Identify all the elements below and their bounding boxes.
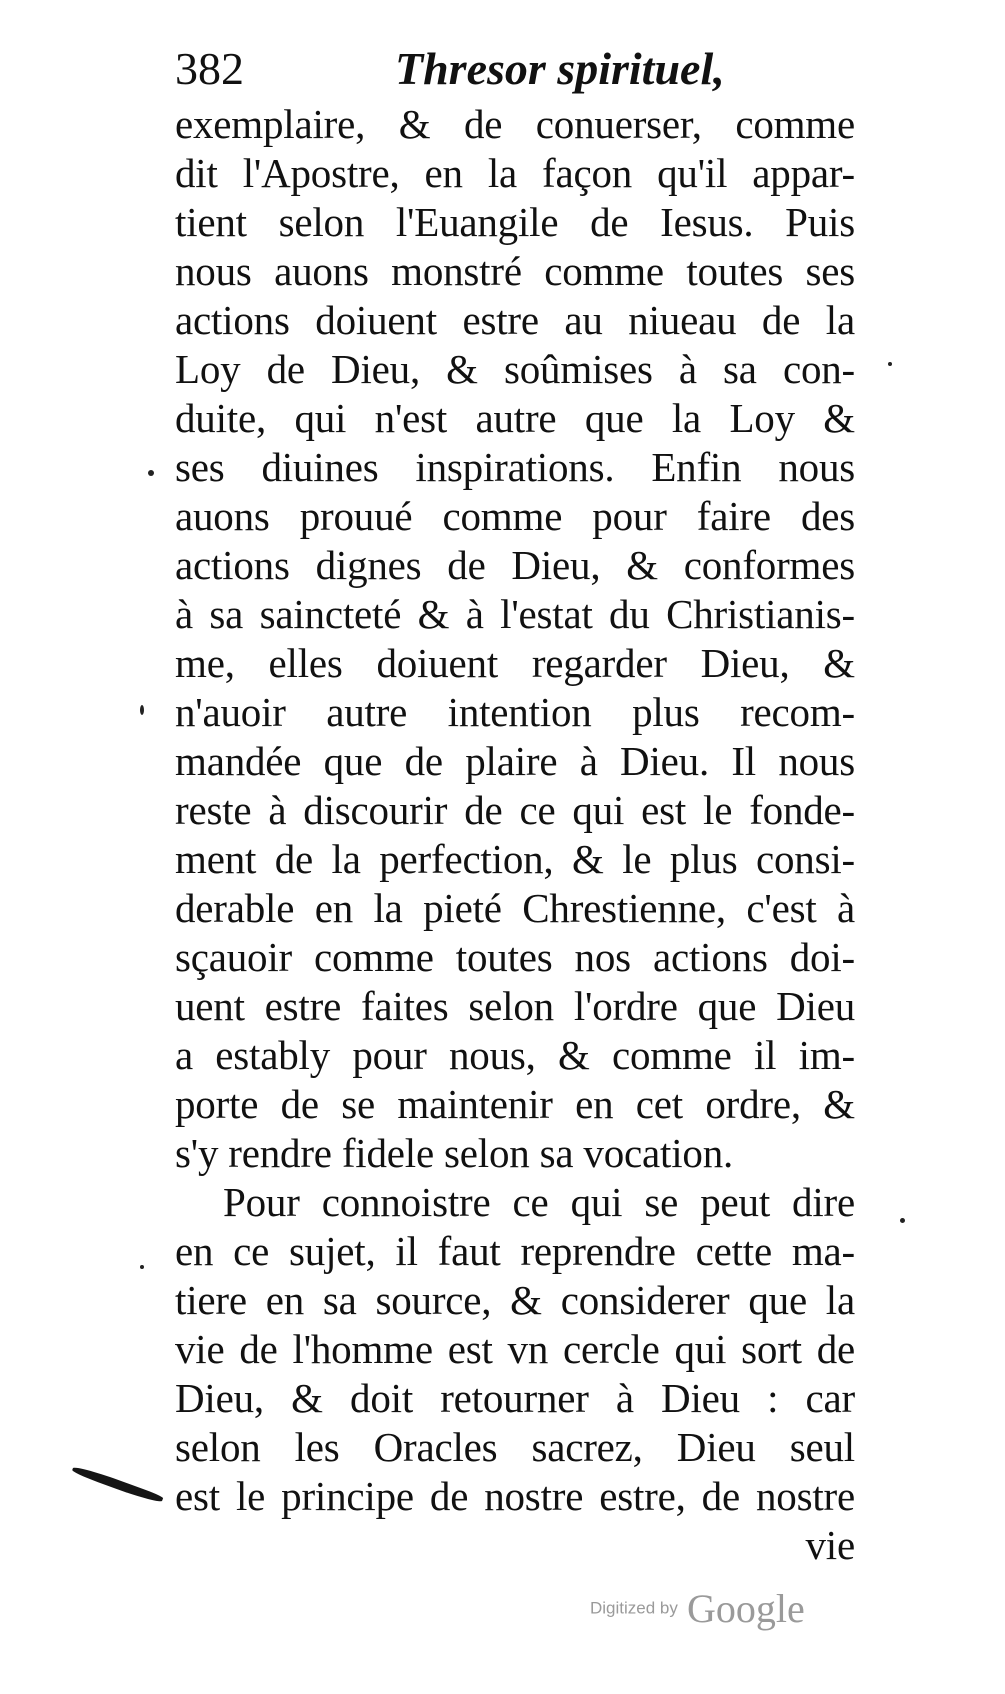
text-line: reste à discourir de ce qui est le fonde-: [175, 787, 855, 833]
text-line: en ce sujet, il faut reprendre cette ma-: [175, 1228, 855, 1274]
scan-speck: [140, 705, 144, 715]
text-line: Dieu, & doit retourner à Dieu : car: [175, 1375, 855, 1421]
page-header: [175, 42, 855, 96]
text-line: tiere en sa source, & considerer que la: [175, 1277, 855, 1323]
text-line: duite, qui n'est autre que la Loy &: [175, 395, 855, 441]
scan-speck: [140, 1265, 144, 1269]
paragraph-start-line: Pour connoistre ce qui se peut dire: [223, 1179, 855, 1225]
scan-speck: [888, 362, 892, 366]
text-line: a estably pour nous, & comme il im-: [175, 1032, 855, 1078]
catchword: vie: [805, 1522, 855, 1568]
text-line: exemplaire, & de conuerser, comme: [175, 101, 855, 147]
text-line: actions doiuent estre au niueau de la: [175, 297, 855, 343]
page-number: 382: [175, 43, 244, 94]
body-text: [175, 100, 855, 1570]
text-line: selon les Oracles sacrez, Dieu seul: [175, 1424, 855, 1470]
google-logo: Google: [686, 1586, 805, 1631]
text-line: auons prouué comme pour faire des: [175, 493, 855, 539]
text-line: à sa saincteté & à l'estat du Christianis-: [175, 591, 855, 637]
text-line: actions dignes de Dieu, & conformes: [175, 542, 855, 588]
text-line: ses diuines inspirations. Enfin nous: [175, 444, 855, 490]
text-line: dit l'Apostre, en la façon qu'il appar-: [175, 150, 855, 196]
text-line: est le principe de nostre estre, de nostre: [175, 1473, 855, 1519]
google-watermark: [590, 1585, 805, 1632]
text-line: porte de se maintenir en cet ordre, &: [175, 1081, 855, 1127]
text-line: tient selon l'Euangile de Iesus. Puis: [175, 199, 855, 245]
text-line: derable en la pieté Chrestienne, c'est à: [175, 885, 855, 931]
scan-speck: [148, 470, 154, 476]
digitized-label: Digitized by: [590, 1598, 678, 1618]
text-line: n'auoir autre intention plus recom-: [175, 689, 855, 735]
text-line: sçauoir comme toutes nos actions doi-: [175, 934, 855, 980]
running-title: Thresor spirituel,: [395, 43, 725, 94]
text-line: vie de l'homme est vn cercle qui sort de: [175, 1326, 855, 1372]
text-line: me, elles doiuent regarder Dieu, &: [175, 640, 855, 686]
text-line: Loy de Dieu, & soûmises à sa con-: [175, 346, 855, 392]
ink-smudge: [71, 1464, 163, 1505]
text-line: s'y rendre fidele selon sa vocation.: [175, 1130, 734, 1176]
text-line: nous auons monstré comme toutes ses: [175, 248, 855, 294]
scan-speck: [900, 1218, 905, 1223]
text-line: ment de la perfection, & le plus consi-: [175, 836, 855, 882]
text-line: uent estre faites selon l'ordre que Dieu: [175, 983, 855, 1029]
text-line: mandée que de plaire à Dieu. Il nous: [175, 738, 855, 784]
